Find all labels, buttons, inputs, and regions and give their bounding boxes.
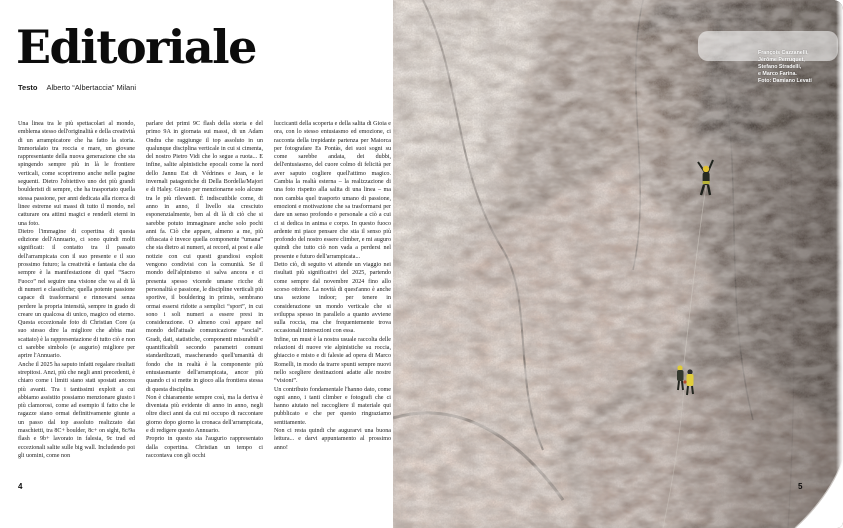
byline-author: Alberto “Albertaccia” Milani [46, 83, 137, 92]
photo-credit-line: e Marco Farina. [758, 70, 797, 77]
page-curl [783, 458, 843, 528]
photo-credit-line: François Cazzanelli, [758, 50, 809, 56]
editorial-page [0, 0, 393, 528]
body-paragraph: Una linea tra le più spettacolari al mondo, emblema stesso dell'originalità e della creatività di un arrampicatore che ha fatto la storia. Immortalato tra roccia e mare, un giovane rappresentante della nuova generazione che sta spingendo sempre più in là le frontiere verticali, come scopriremo anche nelle pagine seguenti. Dietro l'obiettivo uno dei più grandi boulderisti di sempre, che ha trasportato quella stessa passione, per anni dedicata alla ricerca di linee estreme sui massi di tutto il mondo, nel catturare ora attimi magici e renderli eterni in una foto. [18, 121, 136, 227]
byline [18, 83, 136, 92]
photo-credit-line: Foto: Damiano Levati [758, 77, 812, 84]
cover-photo [393, 0, 843, 528]
body-paragraph: Non ci resta quindi che augurarvi una buona lettura... e darvi appuntamento al prossimo anno! [274, 427, 391, 451]
body-paragraph: parlare dei primi 9C flash della storia e del primo 9A in giornata sui massi, di un Adam Ondra che raggiunge il top assoluto in un qualunque disciplina verticale in cui si cimenta, del nostro Pietro Vidi che lo segue a ruota... E infine, salite alpinistiche epocali come la nord dello Jannu Est di Védrines e Jean, e le invernali patagoniche di Della Bordella/Majori e di Haley. Giusto per menzionarne solo alcune tra le più rilevanti. È indiscutibile come, di anno in anno, il livello sia cresciuto esponenzialmente, ben al di là di ciò che si sarebbe potuto immaginare anche solo pochi anni fa. Ciò che appare, almeno a me, più offuscata è invece quella componente “umana” che sta dietro ai numeri, ai record, ai post e alle notizie con cui questi grandiosi exploit vengono condivisi con la comunità. Se il mondo dell'alpinismo si salva ancora e ci presenta spesso vicende umane ricche di personalità e passione, le discipline verticali più sportive, il bouldering in primis, sembrano ormai essersi ridotte a semplici “sport”, in cui sono i soli numeri a essere presi in considerazione. O almeno così appare nel mondo dell'attuale comunicazione “social”. Gradi, dati, statistiche, componenti misurabili e quantificabili secondo parametri comuni standardizzati, mascherando quell'umanità di fondo che in realtà è la componente più entusiasmante dell'arrampicata, ancor più quando ci si mette in gioco alla frontiera stessa di questa disciplina. [146, 121, 263, 393]
body-paragraph: luccicanti della scoperta e della salita di Gioia e ora, con lo stesso entusiasmo ed emozione, ci racconta della trepidante partenza per Maiorca per fotografare Es Pontàs, dei suoi sogni su come sarebbe andata, dei dubbi, dell'entusiasmo, del cuore colmo di felicità per aver saputo cogliere quell'attimo magico. Cambia la realtà esterna – la realizzazione di una foto rispetto alla salita di una linea – ma non cambia quel trasporto umano di passione, emozioni e motivazione che sa trasformarsi per dare un senso profondo e personale a ciò a cui ci si dedica in anima e corpo. In questo fuoco ardente mi piace pensare che stia il senso più profondo del nostro essere climber, e mi auguro quindi che tutto ciò non vada a perdersi nel presente e futuro dell'arrampicata... [274, 121, 391, 260]
photo-credit-line: Stefano Stradelli, [758, 63, 802, 70]
text-column-1 [18, 120, 135, 460]
body-paragraph: Non è chiaramente sempre così, ma la deriva è diventata più evidente di anno in anno, negli oltre dieci anni da cui mi occupo di raccontare giorno dopo giorno la cronaca dell'arrampicata, e di redigere questo Annuario. [146, 394, 263, 434]
page-title: Editoriale [16, 20, 256, 74]
text-column-2 [146, 120, 263, 460]
gear-bag [683, 380, 686, 383]
climber-helmet [703, 166, 709, 172]
body-paragraph: Infine, un must è la nostra usuale raccolta delle relazioni di nuove vie alpinistiche su roccia, ghiaccio e misto e di falesie ad opera di Marco Romelli, in modo da trarre spunti sempre nuovi nello scegliere destinazioni adatte alle nostre “visioni”. [274, 336, 391, 385]
page-number-left: 4 [18, 482, 23, 491]
climber-helmet [677, 365, 682, 370]
photo-credit [758, 50, 838, 85]
climber-yellow-jacket [687, 374, 694, 386]
page-edge [836, 0, 843, 528]
photo-credit-line: Jérôme Perruquet, [758, 56, 805, 63]
body-paragraph: Un contributo fondamentale l'hanno dato, come ogni anno, i tanti climber e fotografi che ci hanno aiutato nel raccogliere il materiale qui pubblicato e che per questo ringraziamo sentitamente. [274, 386, 391, 426]
body-paragraph: Proprio in questo sta l'augurio rappresentato dalla copertina. Christian un tempo ci raccontava con gli occhi [146, 436, 263, 459]
body-paragraph: Detto ciò, di seguito vi attende un viaggio nei risultati più significativi del 2025, partendo come sempre dal novembre 2024 fino allo scorso ottobre. La novità di quest'anno è anche una sezione indoor; per tenere in considerazione un mondo verticale che si sviluppa spesso in parallelo a quanto avviene sulla roccia, ma che frequentemente trova occasionali intersezioni con essa. [274, 262, 391, 335]
byline-label: Testo [18, 83, 38, 92]
text-column-3 [274, 120, 391, 452]
body-paragraph: Anche il 2025 ha saputo infatti regalare risultati strepitosi. Anzi, più che negli anni precedenti, è chiaro come i limiti siano stati spostati ancora più avanti. Tra i tantissimi exploit a cui abbiamo assistito possiamo menzionare giusto i più clamorosi, come ad esempio il fatto che le ragazze siano ormai definitivamente giunte a un passo dal top assoluto realizzato dai maschietti, tra 8C+ boulder, 8c+ on sight, 8c/9a flash e 9b+ lavorato in falesia, 9c trad ed eccezionali salite sulle big wall. Includendo poi gli uomini, come non [18, 361, 135, 459]
page-number-right: 5 [798, 482, 803, 491]
body-paragraph: Dietro l'immagine di copertina di questa edizione dell'Annuario, ci sono quindi molti significati: il contatto tra il passato dell'arrampicata con il suo presente e il suo prossimo futuro; la creatività e fantasia che da sempre è la manifestazione di quel “Sacro Fuoco” nel seguire una visione che va al di là di numeri e classifiche; quella potente passione capace di trasformarsi e rinnovarsi senza perdere la propria intensità, sempre in grado di creare un qualcosa di unico, magico od eterno. Questa eccezionale foto di Christian Core (a suo stesso dire la migliore che abbia mai scattato) è la rappresentazione di tutto ciò e non ci sarebbe simbolo (e augurio) migliore per aprire l'Annuario. [18, 228, 135, 360]
